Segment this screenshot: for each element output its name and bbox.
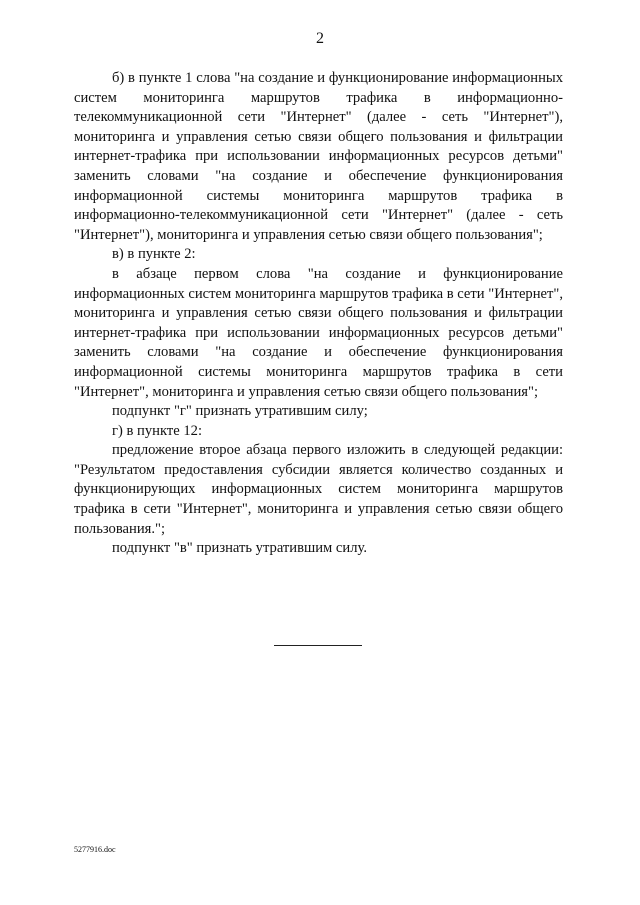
paragraph-item-b: б) в пункте 1 слова "на создание и функционирование информационных систем мониторинга маршрутов трафика в информационно-телекоммуникационной сети "Интернет" (далее - сеть "Интернет"), мониторинга и управления сетью связи общего пользования и фильтрации интернет-трафика при использовании информационных ресурсов детьми" заменить словами "на создание и обеспечение функционирования информационной системы мониторинга маршрутов трафика в информационно-телекоммуникационной сети "Интернет" (далее - сеть "Интернет"), мониторинга и управления сетью связи общего пользования"; (74, 70, 563, 243)
paragraph-item-v-subpoint-g: подпункт "г" признать утратившим силу; (112, 403, 368, 420)
paragraph-item-g-heading: г) в пункте 12: (112, 422, 202, 439)
paragraph-item-v-heading: в) в пункте 2: (112, 246, 196, 263)
document-body (74, 69, 563, 559)
page-number: 2 (316, 30, 324, 47)
closing-separator-line (274, 645, 362, 646)
paragraph-item-v-first-abzats: в абзаце первом слова "на создание и функционирование информационных систем мониторинга маршрутов трафика в сети "Интернет", мониторинга и управления сетью связи общего пользования и фильтрации интернет-трафика при использовании информационных ресурсов детьми" заменить словами "на создание и обеспечение функционирования информационной системы мониторинга маршрутов трафика в сети "Интернет", мониторинга и управления сетью связи общего пользования"; (74, 265, 563, 400)
footer-file-name: 5277916.doc (74, 845, 116, 854)
paragraph-item-g-subpoint-v: подпункт "в" признать утратившим силу. (112, 540, 367, 557)
paragraph-item-g-sentence: предложение второе абзаца первого изложить в следующей редакции: "Результатом предоставления субсидии является количество созданных и функционирующих информационных систем мониторинга маршрутов трафика в сети "Интернет", мониторинга и управления сетью связи общего пользования."; (74, 442, 563, 537)
